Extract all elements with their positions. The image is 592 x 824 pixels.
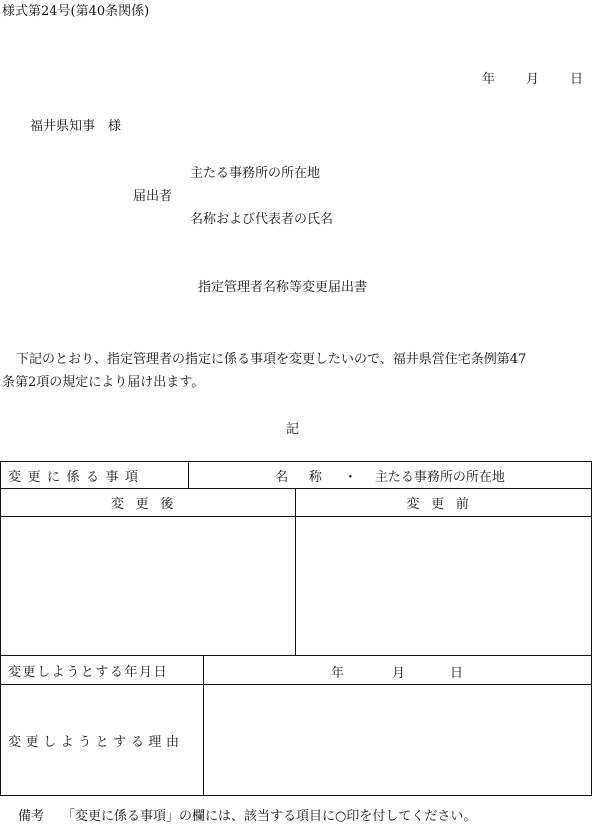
date-year-label: 年 [482, 72, 496, 87]
after-change-header: 変更後 [110, 497, 186, 512]
after-change-field[interactable] [1, 517, 295, 655]
date-month-label: 月 [526, 72, 540, 87]
change-item-label: 変更に係る事項 [8, 469, 145, 485]
change-date-label: 変更しようとする年月日 [8, 664, 169, 680]
change-reason-field[interactable] [204, 685, 591, 795]
body-line-2: 条第2項の規定により届け出ます。 [2, 375, 205, 390]
document-title: 指定管理者名称等変更届出書 [198, 280, 368, 295]
form-number: 様式第24号(第40条関係) [2, 4, 150, 19]
change-reason-label: 変更しようとする理由 [8, 734, 184, 750]
applicant-label: 届出者 [133, 189, 173, 204]
applicant-address-label: 主たる事務所の所在地 [190, 166, 321, 181]
note-text: 「変更に係る事項」の欄には、該当する項目に○印を付してください。 [62, 809, 477, 824]
ki-label: 記 [286, 422, 300, 437]
before-change-header: 変更前 [406, 497, 481, 512]
body-line-1: 下記のとおり、指定管理者の指定に係る事項を変更したいので、福井県営住宅条例第47 [16, 352, 527, 367]
option-office-address[interactable]: 主たる事務所の所在地 [374, 469, 505, 485]
change-date-day: 日 [450, 666, 464, 681]
addressee: 福井県知事 様 [30, 119, 122, 134]
date-day-label: 日 [570, 72, 584, 87]
change-date-month: 月 [392, 666, 406, 681]
note-label: 備考 [18, 809, 45, 824]
applicant-name-label: 名称および代表者の氏名 [190, 212, 334, 227]
option-separator: ・ [343, 469, 357, 485]
change-item-options [189, 462, 591, 488]
before-change-field[interactable] [296, 517, 591, 655]
option-name[interactable]: 名 称 [275, 469, 326, 485]
change-date-year: 年 [331, 666, 345, 681]
change-date-field[interactable] [204, 656, 591, 684]
